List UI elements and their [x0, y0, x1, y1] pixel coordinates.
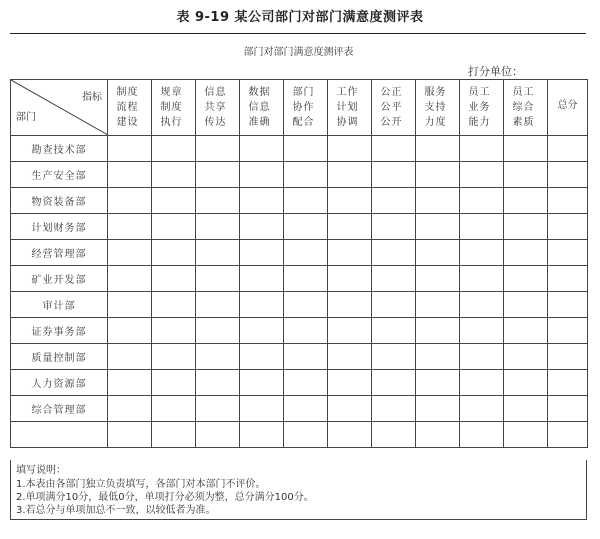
score-cell[interactable] [240, 240, 284, 266]
score-cell[interactable] [460, 214, 504, 240]
score-cell[interactable] [372, 292, 416, 318]
table-row [11, 240, 588, 266]
table-row [11, 292, 588, 318]
table-row [11, 318, 588, 344]
score-cell[interactable] [328, 266, 372, 292]
total-score-cell[interactable] [548, 344, 588, 370]
score-cell[interactable] [416, 292, 460, 318]
score-cell[interactable] [240, 136, 284, 162]
score-cell[interactable] [152, 162, 196, 188]
score-cell[interactable] [328, 292, 372, 318]
column-header-label: 信息共享传达 [204, 87, 227, 128]
score-cell[interactable] [504, 396, 548, 422]
instruction-item: 1.本表由各部门独立负责填写，各部门对本部门不评价。 [16, 479, 266, 490]
score-cell[interactable] [504, 266, 548, 292]
score-cell[interactable] [284, 318, 328, 344]
score-cell[interactable] [152, 292, 196, 318]
score-cell[interactable] [196, 214, 240, 240]
score-cell[interactable] [504, 240, 548, 266]
score-cell[interactable] [372, 136, 416, 162]
score-cell[interactable] [152, 344, 196, 370]
score-cell[interactable] [152, 214, 196, 240]
score-cell[interactable] [416, 370, 460, 396]
column-header-label: 员工综合素质 [512, 87, 535, 128]
score-cell[interactable] [240, 214, 284, 240]
instructions-header: 填写说明： [16, 465, 66, 476]
score-cell[interactable] [108, 370, 152, 396]
score-cell[interactable] [460, 136, 504, 162]
column-header [328, 80, 372, 136]
score-cell[interactable] [196, 396, 240, 422]
score-cell[interactable] [504, 188, 548, 214]
column-header [152, 80, 196, 136]
score-cell[interactable] [328, 344, 372, 370]
score-cell[interactable] [504, 214, 548, 240]
score-cell[interactable] [152, 318, 196, 344]
column-header [504, 80, 548, 136]
instructions [10, 460, 587, 520]
score-cell[interactable] [108, 136, 152, 162]
score-cell[interactable] [152, 136, 196, 162]
department-name: 矿业开发部 [11, 266, 108, 292]
department-name: 综合管理部 [11, 396, 108, 422]
score-cell[interactable] [108, 188, 152, 214]
score-cell[interactable] [240, 188, 284, 214]
score-cell[interactable] [152, 240, 196, 266]
score-cell[interactable] [240, 370, 284, 396]
column-header [108, 80, 152, 136]
score-cell[interactable] [416, 136, 460, 162]
evaluation-table [10, 79, 588, 448]
column-header-label: 数据信息准确 [248, 87, 271, 128]
column-header-label: 服务支持力度 [424, 87, 447, 128]
score-cell[interactable] [328, 422, 372, 448]
score-cell[interactable] [196, 240, 240, 266]
indicator-label: 指标 [82, 92, 102, 103]
column-header-label: 工作计划协调 [336, 87, 359, 128]
table-row [11, 188, 588, 214]
score-cell[interactable] [152, 396, 196, 422]
total-score-cell[interactable] [548, 240, 588, 266]
score-cell[interactable] [372, 318, 416, 344]
score-cell[interactable] [108, 266, 152, 292]
total-score-cell[interactable] [548, 162, 588, 188]
table-row [11, 162, 588, 188]
table-row [11, 344, 588, 370]
score-cell[interactable] [108, 292, 152, 318]
department-name: 勘查技术部 [11, 136, 108, 162]
score-cell[interactable] [372, 162, 416, 188]
evaluation-form [10, 33, 587, 520]
score-cell[interactable] [416, 422, 460, 448]
score-cell[interactable] [240, 344, 284, 370]
score-cell[interactable] [284, 422, 328, 448]
department-name: 质量控制部 [11, 344, 108, 370]
score-cell[interactable] [284, 396, 328, 422]
instruction-item: 2.单项满分10分，最低0分，单项打分必须为整，总分满分100分。 [16, 492, 314, 503]
score-cell[interactable] [152, 266, 196, 292]
table-body [11, 136, 588, 448]
table-row [11, 370, 588, 396]
score-cell[interactable] [328, 370, 372, 396]
table-caption: 表 9-19 某公司部门对部门满意度测评表 [176, 10, 424, 25]
score-cell[interactable] [416, 188, 460, 214]
score-cell[interactable] [284, 266, 328, 292]
score-cell[interactable] [284, 344, 328, 370]
score-cell[interactable] [460, 422, 504, 448]
score-cell[interactable] [416, 396, 460, 422]
column-header [284, 80, 328, 136]
score-cell[interactable] [504, 344, 548, 370]
score-cell[interactable] [504, 162, 548, 188]
header-row [11, 80, 588, 136]
score-cell[interactable] [416, 318, 460, 344]
score-cell[interactable] [416, 266, 460, 292]
score-cell[interactable] [460, 344, 504, 370]
form-title: 部门对部门满意度测评表 [243, 47, 354, 58]
score-cell[interactable] [328, 396, 372, 422]
score-cell[interactable] [284, 214, 328, 240]
score-cell[interactable] [372, 266, 416, 292]
score-cell[interactable] [504, 136, 548, 162]
column-header-label: 制度流程建设 [116, 87, 139, 128]
score-cell[interactable] [196, 266, 240, 292]
total-score-cell[interactable] [548, 422, 588, 448]
total-score-cell[interactable] [548, 292, 588, 318]
score-cell[interactable] [328, 214, 372, 240]
score-cell[interactable] [460, 240, 504, 266]
department-name: 人力资源部 [11, 370, 108, 396]
score-cell[interactable] [328, 188, 372, 214]
score-cell[interactable] [152, 422, 196, 448]
department-name: 计划财务部 [11, 214, 108, 240]
column-header-label: 规章制度执行 [160, 87, 183, 128]
score-cell[interactable] [240, 318, 284, 344]
score-cell[interactable] [372, 396, 416, 422]
table-row [11, 136, 588, 162]
department-name [11, 422, 108, 448]
column-header [240, 80, 284, 136]
score-cell[interactable] [152, 370, 196, 396]
score-cell[interactable] [372, 188, 416, 214]
score-cell[interactable] [108, 214, 152, 240]
score-cell[interactable] [328, 136, 372, 162]
score-cell[interactable] [240, 266, 284, 292]
score-cell[interactable] [196, 318, 240, 344]
score-cell[interactable] [504, 318, 548, 344]
department-name: 经营管理部 [11, 240, 108, 266]
score-cell[interactable] [328, 318, 372, 344]
score-cell[interactable] [328, 162, 372, 188]
score-cell[interactable] [196, 292, 240, 318]
total-score-cell[interactable] [548, 214, 588, 240]
score-cell[interactable] [328, 240, 372, 266]
score-cell[interactable] [504, 292, 548, 318]
score-cell[interactable] [196, 136, 240, 162]
score-cell[interactable] [108, 396, 152, 422]
total-score-cell[interactable] [548, 266, 588, 292]
instruction-item: 3.若总分与单项加总不一致，以较低者为准。 [16, 505, 216, 516]
department-name: 生产安全部 [11, 162, 108, 188]
column-header [372, 80, 416, 136]
score-cell[interactable] [372, 422, 416, 448]
table-row [11, 266, 588, 292]
score-cell[interactable] [372, 240, 416, 266]
score-cell[interactable] [284, 136, 328, 162]
score-cell[interactable] [108, 162, 152, 188]
column-header [196, 80, 240, 136]
department-name: 物资装备部 [11, 188, 108, 214]
table-row [11, 396, 588, 422]
score-cell[interactable] [196, 344, 240, 370]
score-cell[interactable] [460, 318, 504, 344]
score-cell[interactable] [196, 188, 240, 214]
table-row [11, 214, 588, 240]
score-cell[interactable] [240, 292, 284, 318]
score-cell[interactable] [372, 214, 416, 240]
total-score-cell[interactable] [548, 370, 588, 396]
score-cell[interactable] [108, 240, 152, 266]
column-header-label: 员工业务能力 [468, 87, 491, 128]
total-score-cell[interactable] [548, 188, 588, 214]
score-cell[interactable] [240, 162, 284, 188]
score-cell[interactable] [196, 422, 240, 448]
score-cell[interactable] [240, 422, 284, 448]
score-cell[interactable] [460, 292, 504, 318]
score-cell[interactable] [460, 370, 504, 396]
score-cell[interactable] [416, 344, 460, 370]
total-score-cell[interactable] [548, 136, 588, 162]
score-cell[interactable] [284, 188, 328, 214]
table-row [11, 422, 588, 448]
score-cell[interactable] [108, 344, 152, 370]
score-cell[interactable] [460, 188, 504, 214]
score-cell[interactable] [196, 370, 240, 396]
column-header-label: 部门协作配合 [292, 87, 315, 128]
score-cell[interactable] [504, 422, 548, 448]
total-score-cell[interactable] [548, 396, 588, 422]
score-cell[interactable] [108, 318, 152, 344]
score-cell[interactable] [372, 370, 416, 396]
score-cell[interactable] [460, 162, 504, 188]
department-name: 证券事务部 [11, 318, 108, 344]
score-cell[interactable] [152, 188, 196, 214]
score-cell[interactable] [284, 162, 328, 188]
score-cell[interactable] [416, 162, 460, 188]
score-cell[interactable] [460, 266, 504, 292]
score-cell[interactable] [108, 422, 152, 448]
score-cell[interactable] [416, 240, 460, 266]
department-name: 审计部 [11, 292, 108, 318]
total-score-cell[interactable] [548, 318, 588, 344]
score-cell[interactable] [284, 292, 328, 318]
column-header [460, 80, 504, 136]
corner-header-cell [11, 80, 108, 136]
column-header [416, 80, 460, 136]
score-cell[interactable] [284, 240, 328, 266]
column-header-label: 公正公平公开 [380, 87, 403, 128]
score-cell[interactable] [284, 370, 328, 396]
score-cell[interactable] [460, 396, 504, 422]
department-label: 部门 [16, 112, 36, 123]
score-cell[interactable] [416, 214, 460, 240]
total-column-header [548, 80, 588, 136]
score-cell[interactable] [240, 396, 284, 422]
total-column-label: 总分 [557, 100, 578, 111]
rater-label: 打分单位： [468, 65, 523, 78]
score-cell[interactable] [504, 370, 548, 396]
score-cell[interactable] [372, 344, 416, 370]
score-cell[interactable] [196, 162, 240, 188]
